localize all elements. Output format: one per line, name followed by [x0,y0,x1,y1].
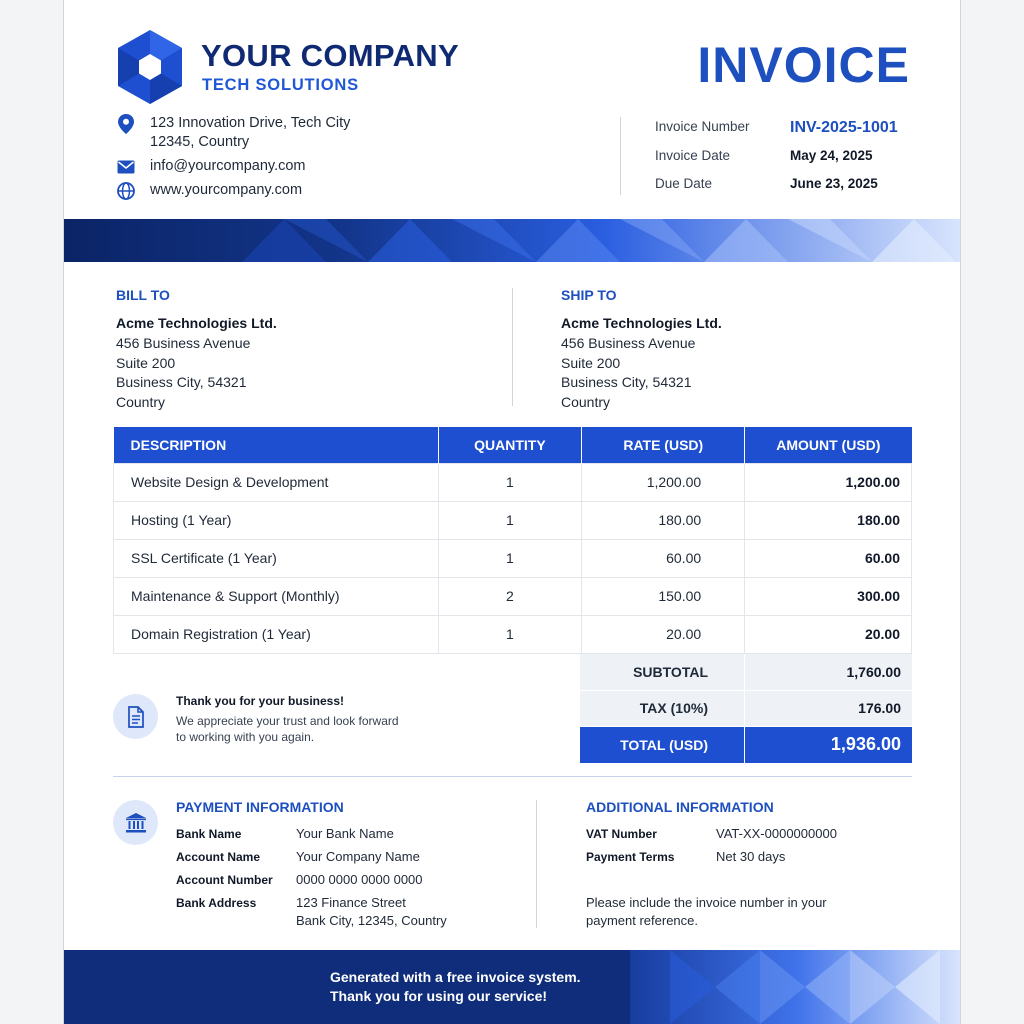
company-website [116,181,302,201]
ship-to-line: Suite 200 [561,354,621,371]
column-header-quantity: QUANTITY [438,427,582,463]
footer-pattern [630,950,961,1024]
invoice-number-value: INV-2025-1001 [790,119,898,136]
cell-description: Maintenance & Support (Monthly) [114,577,439,615]
payment-reference-note [586,894,836,930]
bill-to-line: Business City, 54321 [116,374,247,390]
cell-quantity: 1 [438,539,582,577]
bank-address-row [176,894,447,930]
cell-rate: 1,200.00 [582,463,745,501]
vat-value: VAT-XX-0000000000 [716,826,837,841]
hexagon-logo-icon [116,28,184,106]
column-header-description: DESCRIPTION [114,427,439,463]
ship-to-line: Country [561,393,611,410]
tax-row [580,691,912,728]
company-tagline: TECH SOLUTIONS [202,76,359,94]
cell-rate: 180.00 [582,501,745,539]
ship-to-block [561,286,722,412]
address-divider [512,288,513,406]
document-title: INVOICE [697,37,910,93]
footer-line: Generated with a free invoice system. [330,969,581,985]
ship-to-line: 456 Business Avenue [561,335,696,351]
total-label: TOTAL (USD) [580,727,745,763]
ship-to-name: Acme Technologies Ltd. [561,314,722,331]
cell-description: Hosting (1 Year) [114,501,439,539]
account-name-row [176,848,420,866]
payment-divider [536,800,537,928]
bill-to-block [116,286,277,412]
bill-to-line: 456 Business Avenue [116,335,251,351]
table-row [114,501,912,539]
meta-due-date [655,176,878,191]
bank-icon [113,800,158,845]
cell-quantity: 1 [438,615,582,653]
address-line-2: 12345, Country [150,134,250,150]
meta-divider [620,117,621,195]
payment-terms-value: Net 30 days [716,849,786,864]
invoice-page [63,0,961,1024]
account-number-label: Account Number [176,873,273,887]
subtotal-label: SUBTOTAL [580,654,745,690]
footer-banner [64,950,961,1024]
document-icon [113,694,158,739]
meta-label: Invoice Number [655,119,750,134]
payment-terms-label: Payment Terms [586,850,675,864]
company-name: YOUR COMPANY [201,38,459,73]
cell-amount: 60.00 [745,539,912,577]
bank-address-label: Bank Address [176,896,257,910]
cell-amount: 1,200.00 [745,463,912,501]
bank-name-label: Bank Name [176,827,242,841]
meta-invoice-date [655,148,873,163]
table-row [114,539,912,577]
table-row [114,615,912,653]
mail-icon [116,157,136,177]
thank-you-line: We appreciate your trust and look forward [176,713,399,728]
bill-to-name: Acme Technologies Ltd. [116,314,277,331]
email-text: info@yourcompany.com [150,158,306,174]
table-row [114,577,912,615]
cell-quantity: 2 [438,577,582,615]
payment-terms-row [586,848,785,866]
account-number-value: 0000 0000 0000 0000 [296,872,423,887]
ship-to-line: Business City, 54321 [561,374,692,390]
bank-address-line: Bank City, 12345, Country [296,913,447,928]
cell-description: SSL Certificate (1 Year) [114,539,439,577]
meta-invoice-number [655,119,898,137]
total-row [580,727,912,764]
bank-name-value: Your Bank Name [296,826,394,841]
ship-to-heading: SHIP TO [561,287,617,303]
vat-row [586,825,837,843]
cell-description: Domain Registration (1 Year) [114,615,439,653]
column-header-amount: AMOUNT (USD) [745,427,912,463]
footer-line: Thank you for using our service! [330,988,548,1004]
address-line-1: 123 Innovation Drive, Tech City [150,115,351,131]
subtotal-row [580,654,912,691]
account-number-row [176,871,423,889]
company-email [116,157,306,177]
payment-info-heading: PAYMENT INFORMATION [176,799,344,815]
table-header-row [114,427,912,463]
cell-rate: 60.00 [582,539,745,577]
website-text: www.yourcompany.com [150,182,303,198]
thank-you-note [176,693,399,746]
line-items-table [113,427,912,654]
tax-value: 176.00 [745,691,912,727]
note-line: payment reference. [586,913,699,928]
meta-label: Invoice Date [655,148,731,163]
additional-info-heading: ADDITIONAL INFORMATION [586,799,774,815]
bank-address-line: 123 Finance Street [296,895,406,910]
total-value: 1,936.00 [745,727,912,763]
account-name-label: Account Name [176,850,261,864]
bank-name-row [176,825,394,843]
column-header-rate: RATE (USD) [582,427,745,463]
company-address [116,114,350,152]
table-row [114,463,912,501]
bill-to-heading: BILL TO [116,287,170,303]
bill-to-line: Country [116,393,166,410]
bill-to-line: Suite 200 [116,354,176,371]
cell-rate: 150.00 [582,577,745,615]
cell-quantity: 1 [438,501,582,539]
section-separator [113,776,912,777]
thank-you-title: Thank you for your business! [176,694,345,708]
cell-rate: 20.00 [582,615,745,653]
decorative-banner [64,219,961,262]
cell-amount: 20.00 [745,615,912,653]
location-pin-icon [116,114,136,134]
account-name-value: Your Company Name [296,849,420,864]
cell-amount: 300.00 [745,577,912,615]
meta-label: Due Date [655,176,713,191]
tax-label: TAX (10%) [580,691,745,727]
thank-you-line: to working with you again. [176,730,315,744]
invoice-date-value: May 24, 2025 [790,148,873,163]
cell-amount: 180.00 [745,501,912,539]
due-date-value: June 23, 2025 [790,176,878,191]
totals-block [580,654,912,764]
cell-quantity: 1 [438,463,582,501]
cell-description: Website Design & Development [114,463,439,501]
globe-icon [116,181,136,201]
vat-label: VAT Number [586,827,657,841]
footer-text [330,968,581,1006]
subtotal-value: 1,760.00 [745,654,912,690]
note-line: Please include the invoice number in your [586,895,827,910]
